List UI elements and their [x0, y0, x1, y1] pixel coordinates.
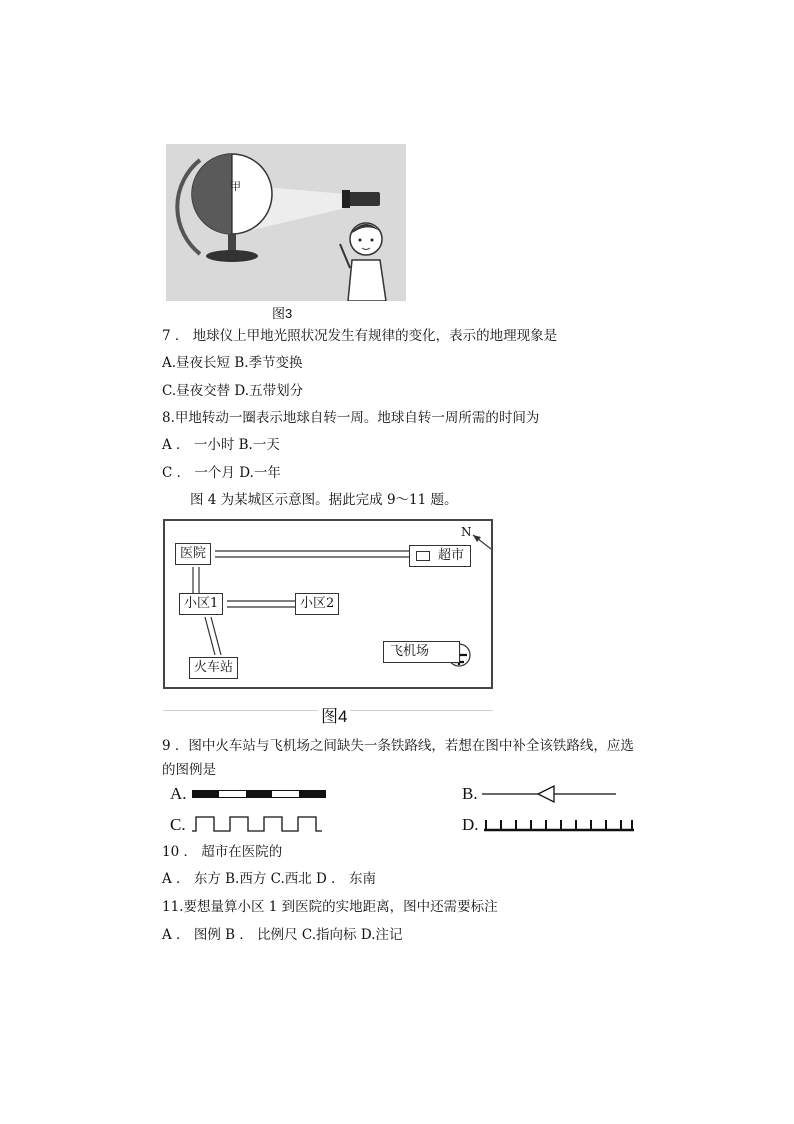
q9-option-c-letter: C. [170, 815, 186, 834]
q9-stem-line2: 的图例是 [162, 762, 216, 778]
q8-options-line1: A ． 一小时 B.一天 [162, 437, 280, 453]
q7-options-line1: A.昼夜长短 B.季节变换 [162, 355, 303, 371]
globe-marker-jia: 甲 [230, 180, 241, 193]
q10-options: A ． 东方 B.西方 C.西北 D ． 东南 [162, 871, 376, 887]
figure-4-caption: 图4 [318, 702, 350, 727]
rail-segment [246, 791, 272, 797]
map-label-train-station: 火车站 [189, 657, 238, 679]
q11-stem: 11.要想量算小区 1 到医院的实地距离，图中还需要标注 [162, 899, 498, 915]
q9-option-d-tick-line-symbol [484, 814, 634, 834]
supermarket-icon [416, 551, 430, 561]
map-label-community-2: 小区2 [295, 593, 339, 615]
map-label-airport [383, 641, 460, 663]
supermarket-label-text: 超市 [438, 548, 465, 563]
q9-option-a-letter: A. [170, 784, 187, 803]
q7-options-line2: C.昼夜交替 D.五带划分 [162, 383, 304, 399]
map-label-community-1: 小区1 [179, 593, 223, 615]
map-label-supermarket [409, 545, 471, 567]
q8-stem: 8.甲地转动一圈表示地球自转一周。地球自转一周所需的时间为 [162, 410, 540, 426]
figure-4-map [163, 519, 493, 689]
rail-segment [299, 791, 325, 797]
figure-3 [166, 144, 406, 301]
figure-4-intro: 图 4 为某城区示意图。据此完成 9～11 题。 [190, 492, 458, 508]
rail-segment [193, 791, 219, 797]
rail-segment [272, 791, 298, 797]
north-label: N [461, 525, 472, 539]
globe-flashlight-illustration [166, 144, 406, 301]
airport-label-text: 飞机场 [390, 644, 430, 659]
rail-segment [219, 791, 245, 797]
q9-option-b-letter: B. [462, 784, 478, 803]
q11-options: A ． 图例 B ． 比例尺 C.指向标 D.注记 [162, 927, 403, 943]
q9-option-b-arrow-symbol [482, 784, 616, 804]
q7-stem: 7 ． 地球仪上甲地光照状况发生有规律的变化，表示的地理现象是 [162, 328, 558, 344]
q9-stem-line1: 9 ．图中火车站与飞机场之间缺失一条铁路线，若想在图中补全该铁路线，应选 [162, 738, 634, 754]
q9-option-a-railway-symbol [192, 790, 326, 798]
map-label-hospital: 医院 [175, 543, 211, 565]
q9-option-d-letter: D. [462, 815, 479, 834]
q9-option-c-square-wave-symbol [192, 814, 322, 834]
q8-options-line2: C ． 一个月 D.一年 [162, 465, 281, 481]
q10-stem: 10 ． 超市在医院的 [162, 844, 283, 860]
figure-3-caption: 图3 [272, 306, 293, 321]
